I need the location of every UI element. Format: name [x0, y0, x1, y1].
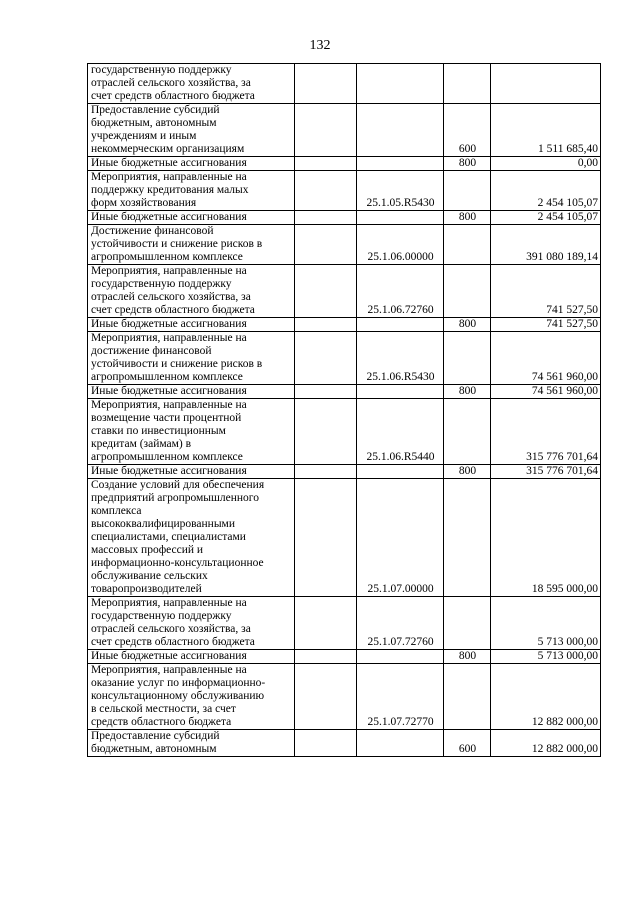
amount-cell: 0,00 [491, 157, 601, 171]
item-name-cell: Мероприятия, направленные на достижение финансовой устойчивости и снижение рисков в агропромышленном комплексе [88, 332, 295, 385]
item-name-cell: Иные бюджетные ассигнования [88, 318, 295, 332]
table-row [88, 479, 601, 597]
expense-type-cell: 800 [444, 211, 491, 225]
target-code-cell [357, 104, 444, 157]
item-name-cell: государственную поддержку отраслей сельского хозяйства, за счет средств областного бюджета [88, 64, 295, 104]
table-row [88, 211, 601, 225]
item-name-cell: Иные бюджетные ассигнования [88, 650, 295, 664]
expense-type-cell: 800 [444, 385, 491, 399]
expense-type-cell [444, 399, 491, 465]
item-name-cell: Иные бюджетные ассигнования [88, 211, 295, 225]
empty-cell [295, 225, 357, 265]
empty-cell [295, 597, 357, 650]
item-name-cell: Мероприятия, направленные на поддержку кредитования малых форм хозяйствования [88, 171, 295, 211]
target-code-cell [357, 318, 444, 332]
table-row [88, 225, 601, 265]
item-name-cell: Предоставление субсидий бюджетным, автономным [88, 730, 295, 757]
empty-cell [295, 479, 357, 597]
table-row [88, 385, 601, 399]
table-row [88, 104, 601, 157]
target-code-cell: 25.1.07.72770 [357, 664, 444, 730]
table-row [88, 64, 601, 104]
item-name-cell: Мероприятия, направленные на государственную поддержку отраслей сельского хозяйства, за счет средств областного бюджета [88, 265, 295, 318]
target-code-cell [357, 157, 444, 171]
target-code-cell [357, 385, 444, 399]
amount-cell: 5 713 000,00 [491, 650, 601, 664]
expense-type-cell: 800 [444, 465, 491, 479]
budget-table [87, 63, 601, 757]
empty-cell [295, 211, 357, 225]
target-code-cell: 25.1.07.00000 [357, 479, 444, 597]
item-name-cell: Мероприятия, направленные на возмещение части процентной ставки по инвестиционным кредитам (займам) в агропромышленном комплексе [88, 399, 295, 465]
table-row [88, 597, 601, 650]
amount-cell: 74 561 960,00 [491, 332, 601, 385]
item-name-cell: Иные бюджетные ассигнования [88, 465, 295, 479]
expense-type-cell: 600 [444, 730, 491, 757]
empty-cell [295, 318, 357, 332]
item-name-cell: Иные бюджетные ассигнования [88, 157, 295, 171]
amount-cell [491, 64, 601, 104]
amount-cell: 1 511 685,40 [491, 104, 601, 157]
empty-cell [295, 332, 357, 385]
amount-cell: 741 527,50 [491, 318, 601, 332]
table-row [88, 157, 601, 171]
empty-cell [295, 650, 357, 664]
target-code-cell: 25.1.06.72760 [357, 265, 444, 318]
table-row [88, 399, 601, 465]
target-code-cell: 25.1.07.72760 [357, 597, 444, 650]
amount-cell: 741 527,50 [491, 265, 601, 318]
expense-type-cell [444, 64, 491, 104]
empty-cell [295, 664, 357, 730]
target-code-cell: 25.1.06.R5430 [357, 332, 444, 385]
item-name-cell: Мероприятия, направленные на оказание услуг по информационно- консультационному обслуживанию в сельской местности, за счет средств областного бюджета [88, 664, 295, 730]
amount-cell: 2 454 105,07 [491, 211, 601, 225]
target-code-cell: 25.1.06.R5440 [357, 399, 444, 465]
table-row [88, 465, 601, 479]
empty-cell [295, 465, 357, 479]
table-row [88, 650, 601, 664]
page-number: 132 [309, 38, 331, 53]
table-row [88, 730, 601, 757]
item-name-cell: Мероприятия, направленные на государственную поддержку отраслей сельского хозяйства, за счет средств областного бюджета [88, 597, 295, 650]
item-name-cell: Создание условий для обеспечения предприятий агропромышленного комплекса высококвалифицированными специалистами, специалистами массовых профессий и информационно-консультационное обслуживание сельских товаропроизводителей [88, 479, 295, 597]
item-name-cell: Достижение финансовой устойчивости и снижение рисков в агропромышленном комплексе [88, 225, 295, 265]
target-code-cell [357, 465, 444, 479]
expense-type-cell: 800 [444, 650, 491, 664]
target-code-cell: 25.1.05.R5430 [357, 171, 444, 211]
amount-cell: 315 776 701,64 [491, 465, 601, 479]
empty-cell [295, 730, 357, 757]
amount-cell: 12 882 000,00 [491, 730, 601, 757]
amount-cell: 18 595 000,00 [491, 479, 601, 597]
empty-cell [295, 157, 357, 171]
table-row [88, 171, 601, 211]
table-row [88, 664, 601, 730]
amount-cell: 12 882 000,00 [491, 664, 601, 730]
amount-cell: 2 454 105,07 [491, 171, 601, 211]
expense-type-cell: 800 [444, 318, 491, 332]
item-name-cell: Предоставление субсидий бюджетным, автономным учреждениям и иным некоммерческим организациям [88, 104, 295, 157]
item-name-cell: Иные бюджетные ассигнования [88, 385, 295, 399]
empty-cell [295, 171, 357, 211]
amount-cell: 74 561 960,00 [491, 385, 601, 399]
amount-cell: 5 713 000,00 [491, 597, 601, 650]
empty-cell [295, 385, 357, 399]
expense-type-cell: 600 [444, 104, 491, 157]
empty-cell [295, 399, 357, 465]
target-code-cell [357, 650, 444, 664]
expense-type-cell [444, 332, 491, 385]
amount-cell: 315 776 701,64 [491, 399, 601, 465]
target-code-cell: 25.1.06.00000 [357, 225, 444, 265]
empty-cell [295, 104, 357, 157]
expense-type-cell [444, 171, 491, 211]
table-row [88, 332, 601, 385]
budget-table-body [88, 64, 601, 757]
empty-cell [295, 64, 357, 104]
expense-type-cell [444, 265, 491, 318]
target-code-cell [357, 730, 444, 757]
expense-type-cell [444, 479, 491, 597]
expense-type-cell: 800 [444, 157, 491, 171]
table-row [88, 265, 601, 318]
table-row [88, 318, 601, 332]
expense-type-cell [444, 664, 491, 730]
target-code-cell [357, 64, 444, 104]
expense-type-cell [444, 225, 491, 265]
expense-type-cell [444, 597, 491, 650]
empty-cell [295, 265, 357, 318]
amount-cell: 391 080 189,14 [491, 225, 601, 265]
target-code-cell [357, 211, 444, 225]
